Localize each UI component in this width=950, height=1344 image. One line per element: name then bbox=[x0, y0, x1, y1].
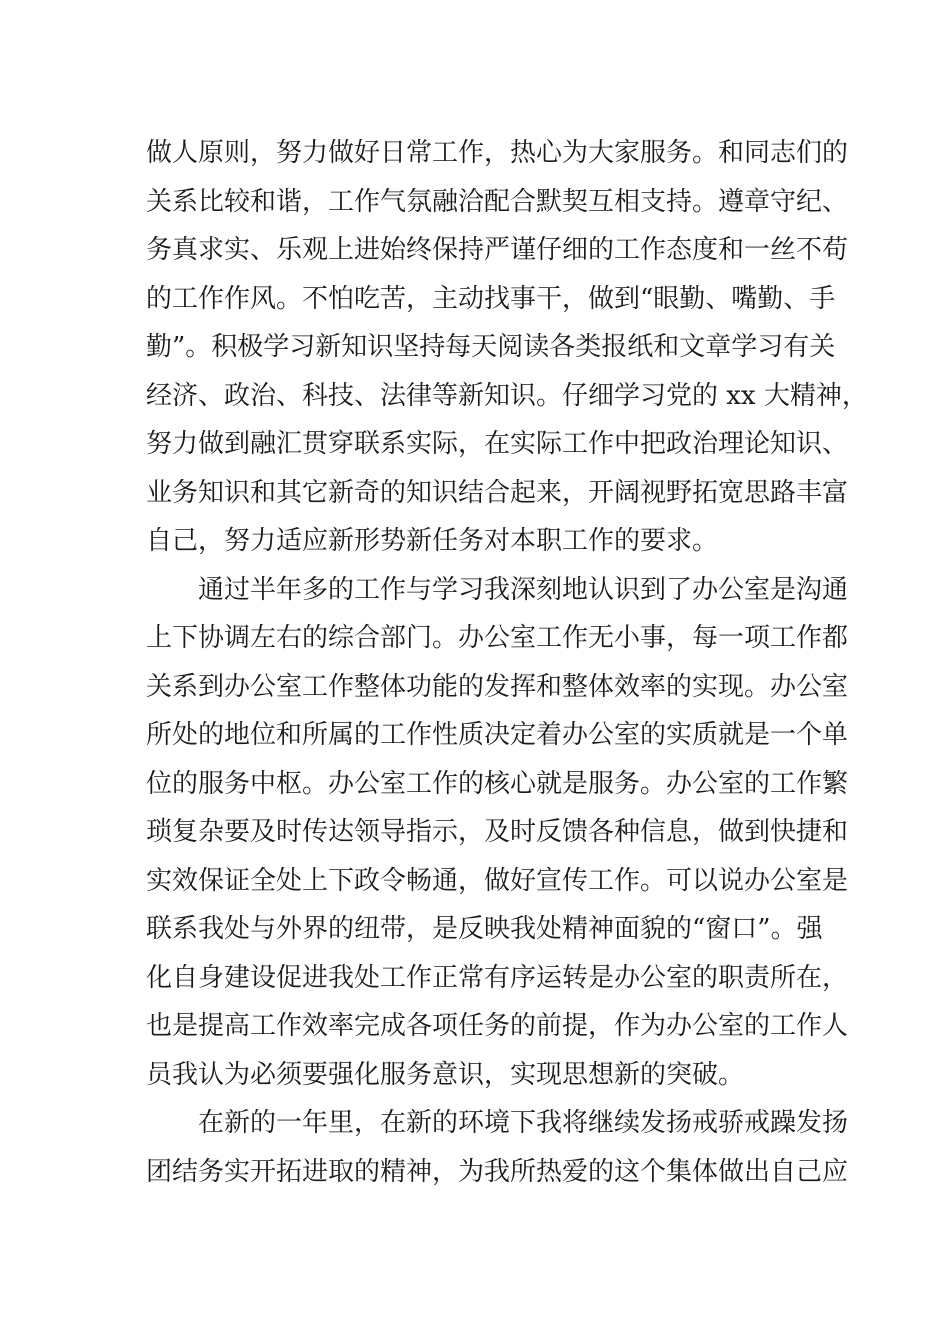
text-line: 联系我处与外界的纽带，是反映我处精神面貌的“窗口”。强 bbox=[146, 914, 823, 944]
text-line: 做人原则，努力做好日常工作，热心为大家服务。和同志们的 bbox=[146, 138, 849, 168]
text-line: 务真求实、乐观上进始终保持严谨仔细的工作态度和一丝不苟 bbox=[146, 235, 849, 265]
text-line: 实效保证全处上下政令畅通，做好宣传工作。可以说办公室是 bbox=[146, 865, 849, 896]
document-body bbox=[146, 129, 868, 1196]
text-line: 琐复杂要及时传达领导指示，及时反馈各种信息，做到快捷和 bbox=[146, 817, 849, 847]
text-line: 的工作作风。不怕吃苦，主动找事干，做到“眼勤、嘴勤、手 bbox=[146, 283, 836, 314]
text-line: 努力做到融汇贯穿联系实际，在实际工作中把政治理论知识、 bbox=[146, 429, 849, 459]
text-line: 位的服务中枢。办公室工作的核心就是服务。办公室的工作繁 bbox=[146, 768, 849, 799]
paragraph-2 bbox=[146, 566, 849, 1100]
text-line: 上下协调左右的综合部门。办公室工作无小事，每一项工作都 bbox=[146, 623, 849, 653]
text-line: 关系到办公室工作整体功能的发挥和整体效率的实现。办公室 bbox=[146, 671, 849, 702]
text-line: 员我认为必须要强化服务意识，实现思想新的突破。 bbox=[146, 1059, 745, 1090]
text-line: 化自身建设促进我处工作正常有序运转是办公室的职责所在， bbox=[146, 962, 849, 993]
text-line: 在新的一年里，在新的环境下我将继续发扬戒骄戒躁发扬 bbox=[198, 1108, 849, 1138]
text-line: 所处的地位和所属的工作性质决定着办公室的实质就是一个单 bbox=[146, 720, 849, 750]
paragraph-1 bbox=[146, 129, 868, 566]
text-line: 也是提高工作效率完成各项任务的前提，作为办公室的工作人 bbox=[146, 1011, 849, 1041]
text-line: 勤”。积极学习新知识坚持每天阅读各类报纸和文章学习有关 bbox=[146, 332, 836, 362]
text-line: 关系比较和谐，工作气氛融洽配合默契互相支持。遵章守纪、 bbox=[146, 186, 849, 217]
text-line: 通过半年多的工作与学习我深刻地认识到了办公室是沟通 bbox=[198, 574, 849, 605]
text-line: 自己，努力适应新形势新任务对本职工作的要求。 bbox=[146, 526, 719, 556]
text-line: 团结务实开拓进取的精神，为我所热爱的这个集体做出自己应 bbox=[146, 1156, 849, 1187]
paragraph-3 bbox=[146, 1099, 849, 1196]
text-line: 业务知识和其它新奇的知识结合起来，开阔视野拓宽思路丰富 bbox=[146, 477, 849, 508]
text-line: 经济、政治、科技、法律等新知识。仔细学习党的 xx 大精神， bbox=[146, 380, 868, 411]
